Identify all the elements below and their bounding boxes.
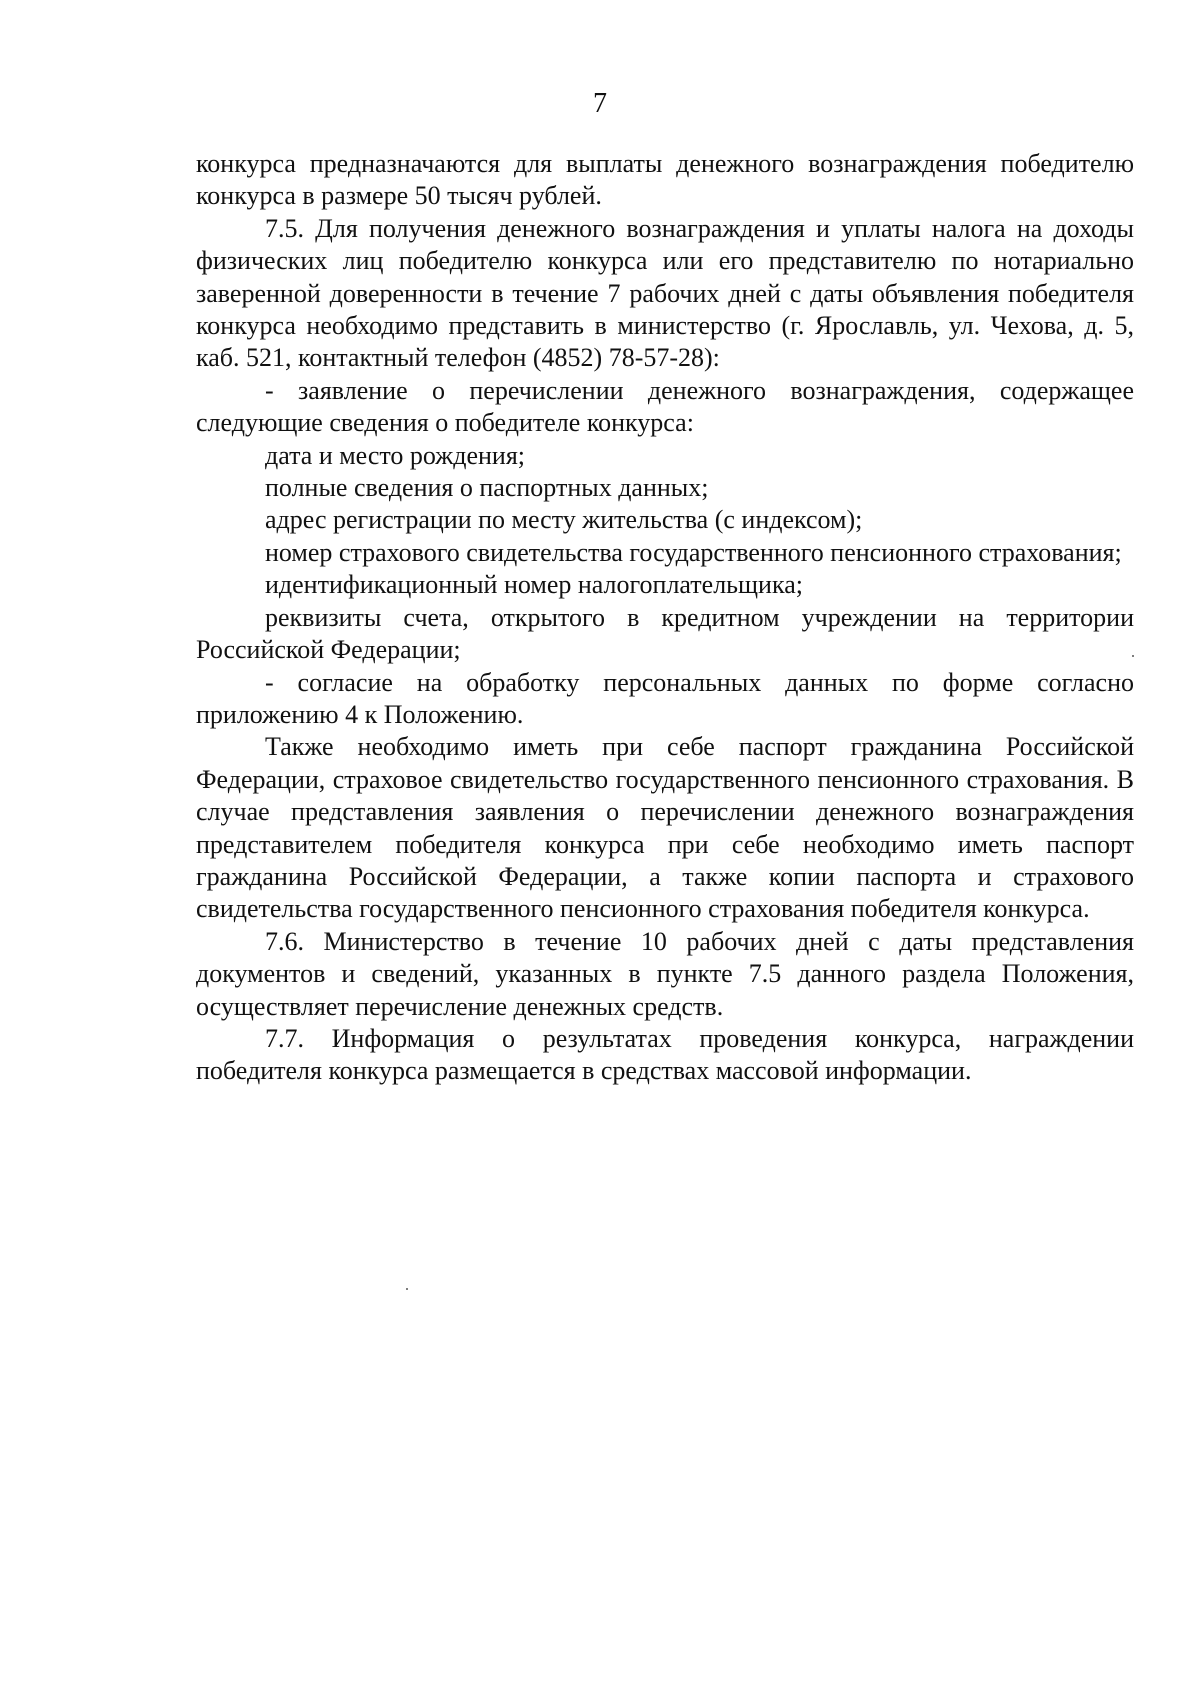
document-body	[196, 148, 1134, 1088]
list-item-birth: дата и место рождения;	[265, 440, 526, 470]
paragraph-7-7: 7.7. Информация о результатах проведения конкурса, награждении победителя конкурса размещается в средствах массовой информации.	[196, 1023, 1134, 1086]
list-item-application: - заявление о перечислении денежного вознаграждения, содержащее следующие сведения о победителе конкурса:	[196, 375, 1134, 438]
scan-speck	[1132, 655, 1134, 657]
list-item-bank-details: реквизиты счета, открытого в кредитном учреждении на территории Российской Федерации;	[196, 602, 1134, 665]
paragraph-continuation: конкурса предназначаются для выплаты денежного вознаграждения победителю конкурса в размере 50 тысяч рублей.	[196, 149, 1134, 211]
list-item-consent: - согласие на обработку персональных данных по форме согласно приложению 4 к Положению.	[196, 667, 1134, 729]
list-item-insurance-number: номер страхового свидетельства государственного пенсионного страхования;	[265, 537, 1122, 567]
list-item-tax-id: идентификационный номер налогоплательщика;	[265, 570, 803, 600]
page-number: 7	[593, 88, 607, 119]
paragraph-7-6: 7.6. Министерство в течение 10 рабочих дней с даты представления документов и сведений, указанных в пункте 7.5 данного раздела Положения, осуществляет перечисление денежных средств.	[196, 926, 1134, 1021]
paragraph-documents: Также необходимо иметь при себе паспорт гражданина Российской Федерации, страховое свидетельство государственного пенсионного страхования. В случае представления заявления о перечислении денежного вознаграждения представителем победителя конкурса при себе необходимо иметь паспорт гражданина Российской Федерации, а также копии паспорта и страхового свидетельства государственного пенсионного страхования победителя конкурса.	[196, 732, 1134, 924]
list-item-address: адрес регистрации по месту жительства (с индексом);	[265, 505, 863, 535]
list-item-passport: полные сведения о паспортных данных;	[265, 473, 709, 503]
paragraph-7-5: 7.5. Для получения денежного вознаграждения и уплаты налога на доходы физических лиц победителю конкурса или его представителю по нотариально заверенной доверенности в течение 7 рабочих дней с даты объявления победителя конкурса необходимо представить в министерство (г. Ярославль, ул. Чехова, д. 5, каб. 521, контактный телефон (4852) 78-57-28):	[196, 213, 1134, 373]
scan-speck	[406, 1288, 408, 1290]
